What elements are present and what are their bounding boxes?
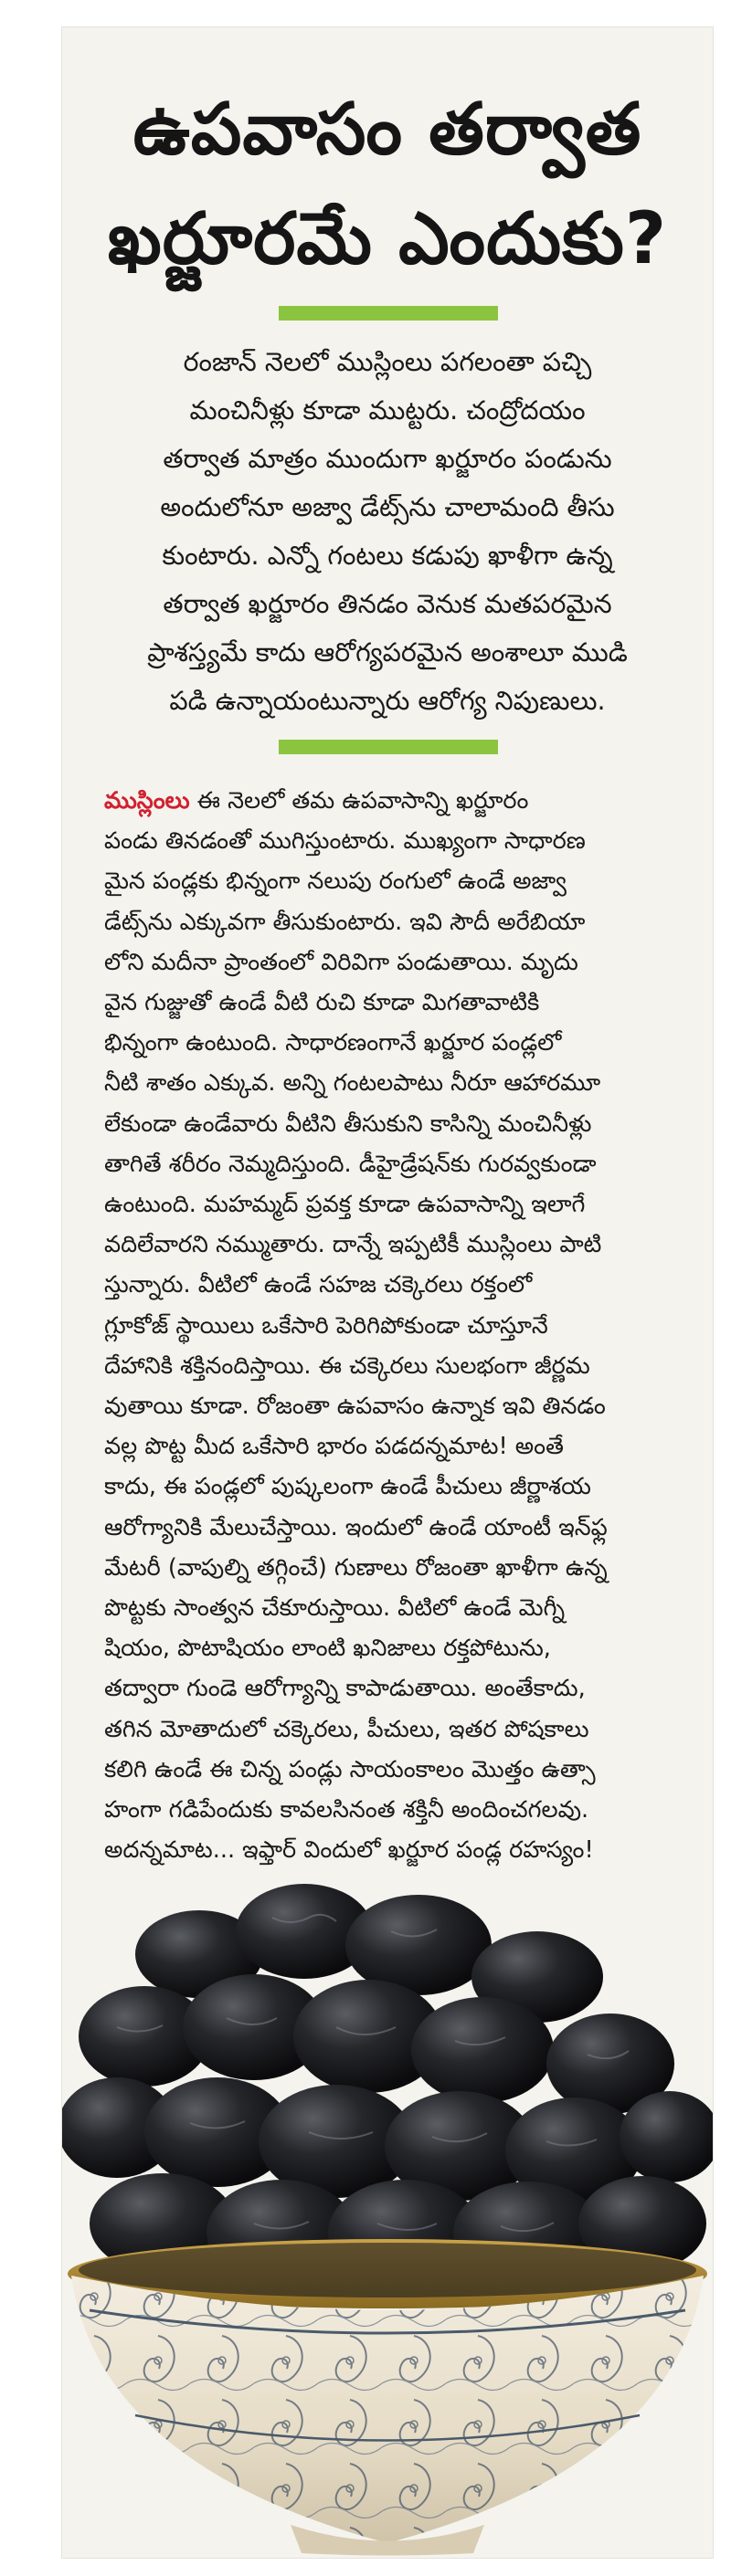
body-line: మేటరీ (వాపుల్ని తగ్గించే) గుణాలు రోజంతా ఖాళీగా ఉన్న <box>104 1553 608 1582</box>
body-line: పొట్టకు సాంత్వన చేకూరుస్తాయి. వీటిలో ఉండే మెగ్నీ <box>104 1594 566 1623</box>
green-divider-top <box>279 306 498 321</box>
body-line: కలిగి ఉండే ఈ చిన్న పండ్లు సాయంకాలం మొత్తం ఉత్సా <box>104 1755 596 1783</box>
title-line-2: ఖర్జూరమే ఎందుకు? <box>107 198 668 280</box>
body-line: డేట్స్‌ను ఎక్కువగా తీసుకుంటారు. ఇవి సౌదీ అరేబియా <box>104 908 586 936</box>
body-line: కాదు, ఈ పండ్లలో పుష్కలంగా ఉండే పీచులు జీర్ణాశయ <box>104 1473 591 1501</box>
body-line: అదన్నమాట... ఇఫ్తార్ విందులో ఖర్జూర పండ్ల రహస్యం! <box>104 1836 594 1865</box>
body-line: వల్ల పొట్ట మీద ఒకేసారి భారం పడదన్నమాట! అంతే <box>104 1433 564 1461</box>
body-line: హంగా గడిపేందుకు కావలసినంత శక్తినీ అందించగలవు. <box>104 1796 589 1824</box>
body-line: వుతాయి కూడా. రోజంతా ఉపవాసం ఉన్నాక ఇవి తినడం <box>104 1393 606 1421</box>
article-body <box>104 781 674 1870</box>
body-line: నీటి శాతం ఎక్కువ. అన్ని గంటలపాటు నీరూ ఆహారమూ <box>104 1069 601 1098</box>
intro-line: అందులోనూ అజ్వా డేట్స్‌ను చాలామంది తీసు <box>160 492 615 522</box>
dates-bowl-image <box>62 1881 713 2558</box>
body-line: ఆరోగ్యానికి మేలుచేస్తాయి. ఇందులో ఉండే యాంటీ ఇన్‌ఫ్ల <box>104 1513 608 1541</box>
intro-line: కుంటారు. ఎన్నో గంటలు కడుపు ఖాళీగా ఉన్న <box>162 541 613 571</box>
dates-bowl-illustration <box>62 1881 713 2558</box>
body-line: లేకుండా ఉండేవారు వీటిని తీసుకుని కాసిన్ని మంచినీళ్లు <box>104 1109 592 1138</box>
body-line: మైన పండ్లకు భిన్నంగా నలుపు రంగులో ఉండే అజ్వా <box>104 867 567 896</box>
title-line-1: ఉపవాసం తర్వాత <box>132 89 642 171</box>
body-line: తగిన మోతాదులో చక్కెరలు, పీచులు, ఇతర పోషకాలు <box>104 1715 589 1743</box>
body-line: లోని మదీనా ప్రాంతంలో విరివిగా పండుతాయి. మృదు <box>104 948 578 976</box>
body-line: భిన్నంగా ఉంటుంది. సాధారణంగానే ఖర్జూర పండ్లలో <box>104 1029 562 1057</box>
intro-line: తర్వాత ఖర్జూరం తినడం వెనుక మతపరమైన <box>163 589 612 619</box>
body-line: తాగితే శరీరం నెమ్మదిస్తుంది. డీహైడ్రేషన్‌కు గురవ్వకుండా <box>104 1150 597 1178</box>
article-card <box>62 27 713 2558</box>
body-line: తద్వారా గుండె ఆరోగ్యాన్ని కాపాడుతాయి. అంతేకాదు, <box>104 1675 586 1703</box>
intro-line: మంచినీళ్లు కూడా ముట్టరు. చంద్రోదయం <box>189 395 586 426</box>
body-first-line-rest: ఈ నెలలో తమ ఉపవాసాన్ని ఖర్జూరం <box>189 787 529 815</box>
body-line: దేహానికి శక్తినందిస్తాయి. ఈ చక్కెరలు సులభంగా జీర్ణమ <box>104 1351 590 1380</box>
intro-line: ప్రాశస్త్యమే కాదు ఆరోగ్యపరమైన అంశాలూ ముడి <box>147 637 628 668</box>
intro-line: పడి ఉన్నాయంటున్నారు ఆరోగ్య నిపుణులు. <box>169 686 606 716</box>
body-line: వదిలేవారని నమ్ముతారు. దాన్నే ఇప్పటికీ ముస్లింలు పాటి <box>104 1231 602 1259</box>
body-line: ఉంటుంది. మహమ్మద్ ప్రవక్త కూడా ఉపవాసాన్ని ఇలాగే <box>104 1191 586 1219</box>
intro-paragraph <box>108 338 667 725</box>
body-line: పండు తినడంతో ముగిస్తుంటారు. ముఖ్యంగా సాధారణ <box>104 827 586 856</box>
intro-line: తర్వాత మాత్రం ముందుగా ఖర్జూరం పండును <box>163 444 612 474</box>
body-line <box>104 781 674 821</box>
article-title <box>62 75 713 294</box>
intro-line: రంజాన్ నెలలో ముస్లింలు పగలంతా పచ్చి <box>183 347 592 377</box>
body-line: గ్లూకోజ్ స్థాయిలు ఒకేసారి పెరిగిపోకుండా చూస్తూనే <box>104 1311 548 1340</box>
body-line: వైన గుజ్జుతో ఉండే వీటి రుచి కూడా మిగతావాటికి <box>104 989 540 1017</box>
green-divider-middle <box>279 740 498 754</box>
lead-word: ముస్లింలు <box>104 787 190 815</box>
body-line: స్తున్నారు. వీటిలో ఉండే సహజ చక్కెరలు రక్తంలో <box>104 1271 533 1299</box>
body-line: షియం, పొటాషియం లాంటి ఖనిజాలు రక్తపోటును, <box>104 1635 551 1663</box>
